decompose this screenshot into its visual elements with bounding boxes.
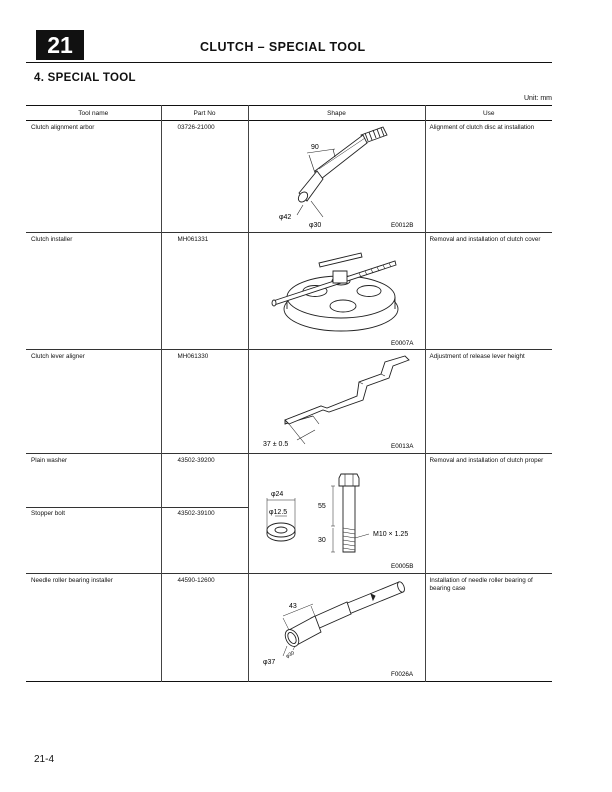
plain-washer-stopper-bolt-drawing [249, 454, 426, 573]
shape-cell [248, 454, 425, 574]
table-row [26, 121, 552, 233]
dimension-label: 90 [310, 144, 319, 151]
clutch-alignment-arbor-drawing [249, 121, 426, 232]
part-number: 44590-12600 [177, 577, 215, 584]
shape-cell [248, 233, 425, 350]
shape-cell [248, 121, 425, 233]
part-number: 43502-39100 [177, 510, 215, 517]
page-number: 21-4 [34, 754, 55, 765]
figure-code: E0012B [390, 222, 413, 229]
dimension-label: 37 ± 0.5 [262, 441, 288, 448]
tool-name: Clutch installer [31, 236, 73, 243]
table-row [26, 574, 552, 682]
part-number: MH061331 [177, 236, 209, 243]
unit-label: Unit: mm [524, 95, 552, 102]
tool-use: Removal and installation of clutch cover [429, 236, 541, 243]
table-row [26, 350, 552, 454]
dimension-label: φ30 [308, 222, 321, 229]
dimension-label: 43 [288, 603, 297, 610]
column-header-use: Use [482, 109, 495, 117]
tool-name: Clutch lever aligner [31, 353, 85, 360]
figure-code: E0013A [390, 443, 413, 450]
clutch-lever-aligner-drawing [249, 350, 426, 453]
tool-use: Alignment of clutch disc at installation [429, 124, 535, 131]
dimension-label: φ42 [278, 214, 291, 221]
special-tool-table [26, 105, 552, 682]
tool-use: Adjustment of release lever height [429, 353, 525, 360]
shape-cell [248, 574, 425, 682]
table-row [26, 233, 552, 350]
header-rule [26, 62, 552, 63]
table-header-row [26, 106, 552, 121]
dimension-label: φ30 [284, 650, 296, 660]
shape-cell [248, 350, 425, 454]
part-number: 43502-39200 [177, 457, 215, 464]
column-header-tool-name: Tool name [26, 106, 161, 121]
tool-name: Needle roller bearing installer [31, 577, 113, 584]
part-number: MH061330 [177, 353, 209, 360]
dimension-label: φ12.5 [268, 509, 287, 516]
part-number: 03726-21000 [177, 124, 215, 131]
tool-name: Stopper bolt [31, 510, 65, 517]
dimension-label: 55 [317, 503, 326, 510]
dimension-label: 30 [317, 537, 326, 544]
needle-roller-bearing-installer-drawing [249, 574, 426, 681]
figure-code: E0007A [390, 340, 413, 347]
dimension-label: φ37 [262, 659, 275, 666]
dimension-label: M10 × 1.25 [372, 531, 408, 538]
figure-code: E0005B [390, 563, 413, 570]
column-header-part-no: Part No [161, 106, 248, 121]
dimension-label: φ24 [270, 491, 283, 498]
chapter-number-box: 21 [36, 30, 84, 60]
tool-name: Plain washer [31, 457, 68, 464]
figure-code: F0026A [390, 671, 413, 678]
tool-use: Removal and installation of clutch proper [429, 457, 544, 464]
tool-name: Clutch alignment arbor [31, 124, 95, 131]
chapter-title: CLUTCH – SPECIAL TOOL [200, 40, 366, 54]
clutch-installer-drawing [249, 233, 426, 349]
column-header-shape: Shape [248, 106, 425, 121]
section-title: 4. SPECIAL TOOL [34, 72, 136, 84]
table-row [26, 454, 552, 574]
tool-use: Installation of needle roller bearing of bearing case [429, 577, 533, 592]
